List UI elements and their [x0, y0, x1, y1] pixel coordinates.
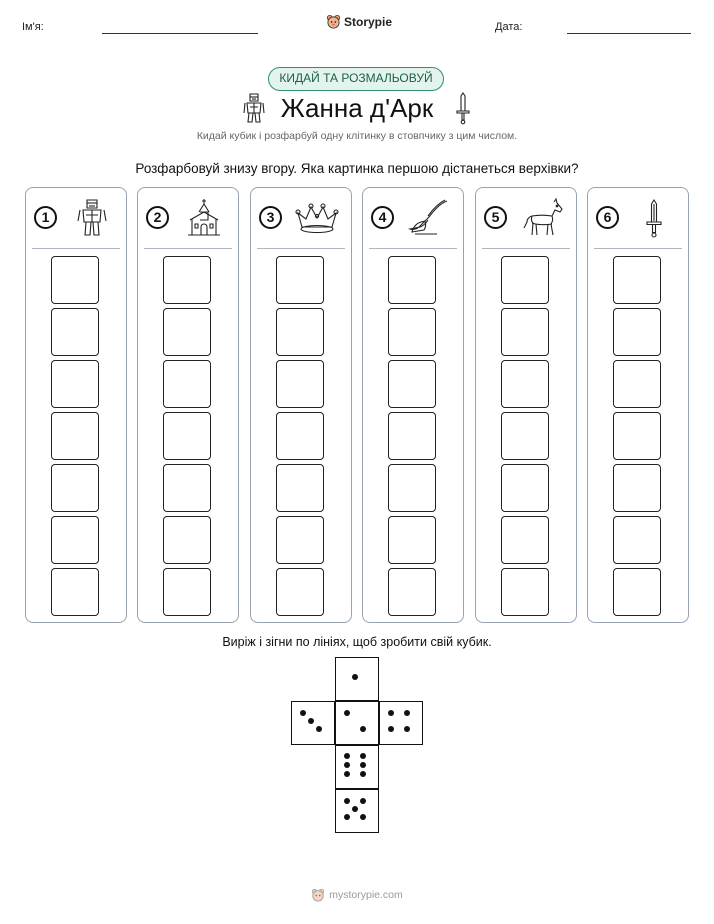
column-number: 5	[484, 206, 507, 229]
color-cell[interactable]	[388, 308, 436, 356]
brand-logo	[326, 14, 392, 29]
color-cell[interactable]	[388, 568, 436, 616]
chapel-icon	[182, 198, 226, 238]
color-cell[interactable]	[388, 360, 436, 408]
name-field[interactable]	[102, 33, 258, 34]
column-1	[25, 187, 127, 623]
column-number: 6	[596, 206, 619, 229]
column-divider	[32, 248, 120, 249]
column-2	[137, 187, 239, 623]
color-cell[interactable]	[276, 360, 324, 408]
column-divider	[482, 248, 570, 249]
color-cell[interactable]	[613, 412, 661, 460]
color-cell[interactable]	[388, 412, 436, 460]
column-number: 2	[146, 206, 169, 229]
plough-icon	[407, 198, 451, 238]
column-divider	[594, 248, 682, 249]
color-cell[interactable]	[276, 256, 324, 304]
storypie-mascot-icon	[311, 888, 325, 902]
color-cell[interactable]	[613, 360, 661, 408]
column-divider	[257, 248, 345, 249]
column-4	[362, 187, 464, 623]
storypie-mascot-icon	[326, 14, 341, 29]
horse-icon	[520, 198, 564, 238]
date-label: Дата:	[495, 21, 523, 33]
color-cell[interactable]	[501, 412, 549, 460]
dice-face-3	[291, 701, 335, 745]
column-number: 3	[259, 206, 282, 229]
page-title: Жанна д'Арк	[280, 93, 434, 123]
color-cell[interactable]	[163, 412, 211, 460]
column-3	[250, 187, 352, 623]
color-cell[interactable]	[501, 308, 549, 356]
color-cell[interactable]	[163, 256, 211, 304]
color-cell[interactable]	[501, 516, 549, 564]
dice-face-2	[335, 701, 379, 745]
color-cell[interactable]	[163, 568, 211, 616]
dice-face-4	[379, 701, 423, 745]
color-cell[interactable]	[276, 412, 324, 460]
color-cell[interactable]	[276, 568, 324, 616]
column-divider	[144, 248, 232, 249]
dice-face-1	[335, 657, 379, 701]
sword-icon	[632, 198, 676, 238]
color-cell[interactable]	[276, 308, 324, 356]
color-cell[interactable]	[51, 412, 99, 460]
cut-instruction: Виріж і зігни по лініях, щоб зробити свій кубик.	[222, 635, 492, 649]
color-cell[interactable]	[276, 516, 324, 564]
color-cell[interactable]	[51, 516, 99, 564]
color-cell[interactable]	[388, 256, 436, 304]
color-cell[interactable]	[51, 360, 99, 408]
color-cell[interactable]	[51, 568, 99, 616]
color-cell[interactable]	[388, 464, 436, 512]
coloring-instruction: Розфарбовуй знизу вгору. Яка картинка першою дістанеться верхівки?	[135, 161, 579, 176]
color-cell[interactable]	[163, 464, 211, 512]
dice-face-5	[335, 789, 379, 833]
knight-armor-icon	[70, 198, 114, 238]
footer	[0, 888, 714, 902]
column-6	[587, 187, 689, 623]
dice-face-6	[335, 745, 379, 789]
color-cell[interactable]	[613, 308, 661, 356]
date-field[interactable]	[567, 33, 691, 34]
color-cell[interactable]	[51, 308, 99, 356]
color-cell[interactable]	[613, 256, 661, 304]
color-cell[interactable]	[51, 256, 99, 304]
column-number: 4	[371, 206, 394, 229]
color-cell[interactable]	[501, 464, 549, 512]
activity-badge: КИДАЙ ТА РОЗМАЛЬОВУЙ	[268, 67, 444, 91]
color-cell[interactable]	[163, 516, 211, 564]
column-number: 1	[34, 206, 57, 229]
crown-icon	[295, 198, 339, 238]
name-label: Ім'я:	[22, 21, 44, 33]
color-cell[interactable]	[388, 516, 436, 564]
color-cell[interactable]	[51, 464, 99, 512]
color-cell[interactable]	[613, 464, 661, 512]
column-5	[475, 187, 577, 623]
color-cell[interactable]	[501, 360, 549, 408]
color-cell[interactable]	[613, 516, 661, 564]
color-cell[interactable]	[163, 308, 211, 356]
brand-name: Storypie	[344, 14, 393, 29]
color-cell[interactable]	[163, 360, 211, 408]
footer-url[interactable]: mystorypie.com	[329, 889, 403, 901]
subtitle: Кидай кубик і розфарбуй одну клітинку в стовпчику з цим числом.	[196, 130, 518, 142]
color-cell[interactable]	[501, 568, 549, 616]
color-cell[interactable]	[613, 568, 661, 616]
color-cell[interactable]	[501, 256, 549, 304]
sword-icon	[450, 91, 476, 125]
color-cell[interactable]	[276, 464, 324, 512]
column-divider	[369, 248, 457, 249]
